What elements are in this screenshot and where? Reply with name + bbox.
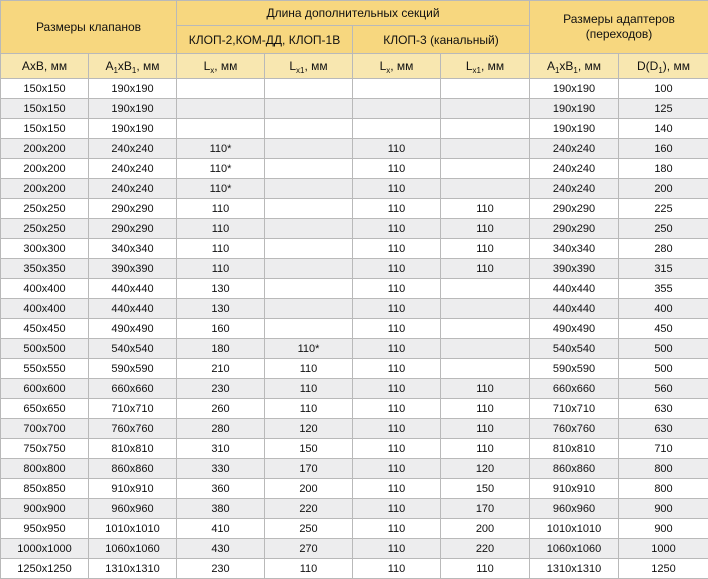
table-row	[1, 479, 708, 499]
cell-a1b1: 1060x1060	[89, 539, 177, 559]
cell-a1b1: 490x490	[89, 319, 177, 339]
cell-lx-klop3: 110	[353, 539, 441, 559]
cell-lx-klop3	[353, 79, 441, 99]
cell-d: 355	[619, 279, 708, 299]
valve-sizes-header: Размеры клапанов	[1, 1, 177, 54]
table-row	[1, 379, 708, 399]
cell-lx1-klop3: 110	[441, 259, 530, 279]
cell-adapter-a1b1: 440x440	[530, 279, 619, 299]
cell-lx-klop3: 110	[353, 379, 441, 399]
cell-lx1: 220	[265, 499, 353, 519]
cell-d: 800	[619, 459, 708, 479]
cell-lx1	[265, 199, 353, 219]
cell-lx1-klop3: 120	[441, 459, 530, 479]
table-row	[1, 99, 708, 119]
cell-axb: 450x450	[1, 319, 89, 339]
cell-lx1	[265, 79, 353, 99]
col-adapter-a1b1-header: $А_1хВ_1$, мм	[530, 54, 619, 79]
cell-lx-klop3: 110	[353, 479, 441, 499]
cell-axb: 150x150	[1, 99, 89, 119]
cell-d: 1000	[619, 539, 708, 559]
cell-a1b1: 540x540	[89, 339, 177, 359]
cell-lx1-klop3	[441, 279, 530, 299]
cell-lx: 110*	[177, 139, 265, 159]
cell-lx1-klop3: 110	[441, 559, 530, 579]
table-body	[1, 79, 708, 579]
cell-adapter-a1b1: 590x590	[530, 359, 619, 379]
cell-adapter-a1b1: 910x910	[530, 479, 619, 499]
cell-lx1-klop3: 110	[441, 379, 530, 399]
cell-axb: 700x700	[1, 419, 89, 439]
cell-lx-klop3: 110	[353, 179, 441, 199]
cell-lx	[177, 99, 265, 119]
cell-lx1	[265, 179, 353, 199]
cell-lx1	[265, 279, 353, 299]
cell-lx: 410	[177, 519, 265, 539]
col-lx1-header: $L_{x1}$, мм	[265, 54, 353, 79]
cell-axb: 200x200	[1, 159, 89, 179]
cell-d: 200	[619, 179, 708, 199]
cell-lx: 130	[177, 299, 265, 319]
cell-a1b1: 340x340	[89, 239, 177, 259]
cell-axb: 250x250	[1, 199, 89, 219]
cell-d: 140	[619, 119, 708, 139]
cell-lx1-klop3: 110	[441, 239, 530, 259]
cell-lx1	[265, 299, 353, 319]
table-row	[1, 459, 708, 479]
cell-lx1-klop3	[441, 319, 530, 339]
table-row	[1, 439, 708, 459]
cell-lx	[177, 119, 265, 139]
cell-axb: 950x950	[1, 519, 89, 539]
cell-lx1: 110	[265, 359, 353, 379]
cell-lx: 110	[177, 259, 265, 279]
cell-lx1-klop3	[441, 99, 530, 119]
cell-lx1-klop3: 110	[441, 219, 530, 239]
cell-axb: 200x200	[1, 139, 89, 159]
cell-d: 560	[619, 379, 708, 399]
cell-d: 900	[619, 499, 708, 519]
adapter-sizes-line1: Размеры адаптеров	[563, 12, 675, 26]
table-row	[1, 119, 708, 139]
cell-lx1-klop3	[441, 139, 530, 159]
cell-lx: 360	[177, 479, 265, 499]
cell-adapter-a1b1: 290x290	[530, 199, 619, 219]
cell-a1b1: 710x710	[89, 399, 177, 419]
cell-lx-klop3	[353, 99, 441, 119]
cell-axb: 800x800	[1, 459, 89, 479]
cell-lx1-klop3: 110	[441, 439, 530, 459]
cell-lx1: 110	[265, 379, 353, 399]
cell-lx1-klop3: 170	[441, 499, 530, 519]
cell-axb: 750x750	[1, 439, 89, 459]
cell-d: 710	[619, 439, 708, 459]
adapter-sizes-line2: (переходов)	[586, 27, 653, 41]
cell-a1b1: 440x440	[89, 299, 177, 319]
cell-a1b1: 760x760	[89, 419, 177, 439]
cell-d: 630	[619, 399, 708, 419]
cell-lx: 330	[177, 459, 265, 479]
cell-a1b1: 240x240	[89, 159, 177, 179]
cell-lx-klop3: 110	[353, 519, 441, 539]
cell-axb: 500x500	[1, 339, 89, 359]
cell-axb: 150x150	[1, 119, 89, 139]
table-row	[1, 539, 708, 559]
table-row	[1, 259, 708, 279]
cell-a1b1: 810x810	[89, 439, 177, 459]
cell-d: 1250	[619, 559, 708, 579]
extra-sections-header: Длина дополнительных секций	[177, 1, 530, 26]
cell-d: 900	[619, 519, 708, 539]
cell-adapter-a1b1: 660x660	[530, 379, 619, 399]
cell-adapter-a1b1: 1010x1010	[530, 519, 619, 539]
cell-lx: 110	[177, 239, 265, 259]
cell-d: 400	[619, 299, 708, 319]
cell-adapter-a1b1: 810x810	[530, 439, 619, 459]
cell-adapter-a1b1: 190x190	[530, 79, 619, 99]
cell-lx-klop3: 110	[353, 419, 441, 439]
cell-lx	[177, 79, 265, 99]
cell-lx: 310	[177, 439, 265, 459]
cell-adapter-a1b1: 960x960	[530, 499, 619, 519]
cell-lx1-klop3	[441, 159, 530, 179]
cell-a1b1: 440x440	[89, 279, 177, 299]
table-row	[1, 139, 708, 159]
cell-a1b1: 190x190	[89, 119, 177, 139]
cell-lx1-klop3: 110	[441, 419, 530, 439]
cell-lx1: 250	[265, 519, 353, 539]
cell-lx-klop3: 110	[353, 159, 441, 179]
cell-d: 225	[619, 199, 708, 219]
table-row	[1, 279, 708, 299]
cell-adapter-a1b1: 540x540	[530, 339, 619, 359]
table-row	[1, 419, 708, 439]
table-row	[1, 299, 708, 319]
cell-a1b1: 240x240	[89, 179, 177, 199]
cell-adapter-a1b1: 290x290	[530, 219, 619, 239]
cell-adapter-a1b1: 440x440	[530, 299, 619, 319]
table-row	[1, 499, 708, 519]
cell-axb: 400x400	[1, 279, 89, 299]
cell-axb: 300x300	[1, 239, 89, 259]
table-row	[1, 519, 708, 539]
cell-a1b1: 290x290	[89, 199, 177, 219]
cell-lx-klop3: 110	[353, 199, 441, 219]
cell-lx-klop3: 110	[353, 319, 441, 339]
cell-a1b1: 860x860	[89, 459, 177, 479]
cell-a1b1: 190x190	[89, 79, 177, 99]
cell-adapter-a1b1: 860x860	[530, 459, 619, 479]
cell-lx: 110*	[177, 159, 265, 179]
cell-lx: 380	[177, 499, 265, 519]
cell-a1b1: 910x910	[89, 479, 177, 499]
cell-d: 100	[619, 79, 708, 99]
cell-d: 500	[619, 339, 708, 359]
cell-axb: 550x550	[1, 359, 89, 379]
cell-lx-klop3: 110	[353, 219, 441, 239]
cell-lx1	[265, 119, 353, 139]
cell-lx1: 110*	[265, 339, 353, 359]
cell-axb: 250x250	[1, 219, 89, 239]
cell-lx1	[265, 219, 353, 239]
cell-lx1: 120	[265, 419, 353, 439]
cell-adapter-a1b1: 490x490	[530, 319, 619, 339]
cell-lx1	[265, 139, 353, 159]
cell-d: 125	[619, 99, 708, 119]
cell-lx1-klop3: 220	[441, 539, 530, 559]
cell-lx: 180	[177, 339, 265, 359]
cell-lx-klop3: 110	[353, 239, 441, 259]
cell-axb: 350x350	[1, 259, 89, 279]
cell-lx: 110	[177, 219, 265, 239]
cell-a1b1: 1010x1010	[89, 519, 177, 539]
cell-adapter-a1b1: 710x710	[530, 399, 619, 419]
cell-lx1	[265, 259, 353, 279]
cell-adapter-a1b1: 340x340	[530, 239, 619, 259]
cell-axb: 400x400	[1, 299, 89, 319]
cell-lx1-klop3	[441, 179, 530, 199]
cell-axb: 900x900	[1, 499, 89, 519]
cell-lx1-klop3: 200	[441, 519, 530, 539]
col-axb-header: АхВ, мм	[1, 54, 89, 79]
table-row	[1, 79, 708, 99]
cell-lx: 230	[177, 379, 265, 399]
cell-adapter-a1b1: 240x240	[530, 179, 619, 199]
table-row	[1, 399, 708, 419]
table-row	[1, 199, 708, 219]
cell-d: 450	[619, 319, 708, 339]
cell-lx: 110	[177, 199, 265, 219]
cell-lx1: 110	[265, 399, 353, 419]
cell-lx1-klop3	[441, 119, 530, 139]
cell-lx-klop3: 110	[353, 399, 441, 419]
cell-lx1	[265, 239, 353, 259]
cell-lx-klop3: 110	[353, 279, 441, 299]
table-row	[1, 359, 708, 379]
cell-a1b1: 660x660	[89, 379, 177, 399]
cell-lx-klop3: 110	[353, 359, 441, 379]
group-klop2-header: КЛОП-2,КОМ-ДД, КЛОП-1В	[177, 26, 353, 54]
group-klop3-header: КЛОП-3 (канальный)	[353, 26, 530, 54]
cell-d: 500	[619, 359, 708, 379]
cell-a1b1: 290x290	[89, 219, 177, 239]
cell-d: 250	[619, 219, 708, 239]
cell-lx1	[265, 159, 353, 179]
cell-axb: 600x600	[1, 379, 89, 399]
col-a1b1-header: $А_1хВ_1$, мм	[89, 54, 177, 79]
cell-lx1: 150	[265, 439, 353, 459]
table-row	[1, 179, 708, 199]
cell-lx1-klop3: 110	[441, 199, 530, 219]
cell-a1b1: 590x590	[89, 359, 177, 379]
cell-adapter-a1b1: 190x190	[530, 99, 619, 119]
cell-d: 180	[619, 159, 708, 179]
cell-lx-klop3	[353, 119, 441, 139]
cell-adapter-a1b1: 390x390	[530, 259, 619, 279]
cell-lx-klop3: 110	[353, 299, 441, 319]
cell-axb: 200x200	[1, 179, 89, 199]
cell-adapter-a1b1: 1060x1060	[530, 539, 619, 559]
cell-lx1-klop3	[441, 299, 530, 319]
table-row	[1, 159, 708, 179]
cell-d: 315	[619, 259, 708, 279]
cell-a1b1: 390x390	[89, 259, 177, 279]
cell-a1b1: 960x960	[89, 499, 177, 519]
cell-adapter-a1b1: 240x240	[530, 139, 619, 159]
table-row	[1, 339, 708, 359]
cell-adapter-a1b1: 760x760	[530, 419, 619, 439]
cell-lx1-klop3	[441, 339, 530, 359]
cell-d: 630	[619, 419, 708, 439]
cell-lx-klop3: 110	[353, 259, 441, 279]
cell-lx-klop3: 110	[353, 339, 441, 359]
cell-adapter-a1b1: 240x240	[530, 159, 619, 179]
cell-lx: 430	[177, 539, 265, 559]
cell-lx1: 270	[265, 539, 353, 559]
cell-lx1-klop3	[441, 79, 530, 99]
cell-adapter-a1b1: 190x190	[530, 119, 619, 139]
cell-lx-klop3: 110	[353, 439, 441, 459]
cell-lx-klop3: 110	[353, 139, 441, 159]
cell-d: 800	[619, 479, 708, 499]
cell-a1b1: 190x190	[89, 99, 177, 119]
cell-lx: 230	[177, 559, 265, 579]
cell-lx1: 170	[265, 459, 353, 479]
cell-lx-klop3: 110	[353, 559, 441, 579]
cell-lx1	[265, 319, 353, 339]
cell-lx: 110*	[177, 179, 265, 199]
cell-axb: 1250x1250	[1, 559, 89, 579]
cell-lx1-klop3: 150	[441, 479, 530, 499]
cell-lx: 210	[177, 359, 265, 379]
col-lx-klop3-header: $L_x$, мм	[353, 54, 441, 79]
cell-axb: 1000x1000	[1, 539, 89, 559]
cell-a1b1: 240x240	[89, 139, 177, 159]
cell-lx: 160	[177, 319, 265, 339]
cell-lx-klop3: 110	[353, 459, 441, 479]
cell-lx1-klop3: 110	[441, 399, 530, 419]
col-lx-header: $L_x$, мм	[177, 54, 265, 79]
col-lx1-klop3-header: $L_{x1}$, мм	[441, 54, 530, 79]
cell-axb: 850x850	[1, 479, 89, 499]
cell-axb: 150x150	[1, 79, 89, 99]
table-row	[1, 219, 708, 239]
cell-lx1: 200	[265, 479, 353, 499]
cell-axb: 650x650	[1, 399, 89, 419]
cell-lx1	[265, 99, 353, 119]
cell-lx-klop3: 110	[353, 499, 441, 519]
adapter-sizes-header	[530, 1, 708, 54]
cell-lx: 280	[177, 419, 265, 439]
table-row	[1, 319, 708, 339]
cell-a1b1: 1310x1310	[89, 559, 177, 579]
cell-adapter-a1b1: 1310x1310	[530, 559, 619, 579]
table-row	[1, 239, 708, 259]
cell-lx: 130	[177, 279, 265, 299]
cell-lx1: 110	[265, 559, 353, 579]
col-d-header: $D(D_1)$, мм	[619, 54, 708, 79]
cell-d: 160	[619, 139, 708, 159]
cell-lx1-klop3	[441, 359, 530, 379]
cell-d: 280	[619, 239, 708, 259]
cell-lx: 260	[177, 399, 265, 419]
